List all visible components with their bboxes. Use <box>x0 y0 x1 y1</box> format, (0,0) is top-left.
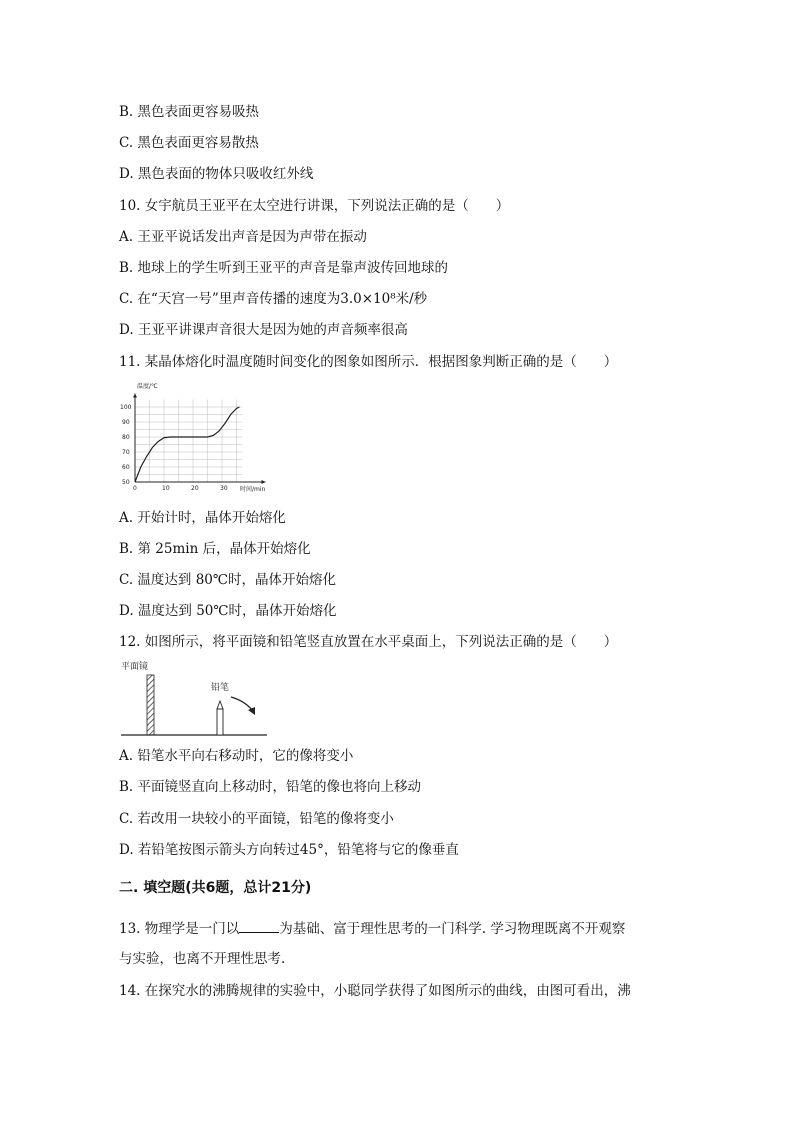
q10-option-a: A. 王亚平说话发出声音是因为声带在振动 <box>119 229 367 245</box>
q10-stem: 10. 女宇航员王亚平在太空进行讲课，下列说法正确的是（ ） <box>119 198 510 214</box>
y-tick-label: 90 <box>122 419 130 426</box>
y-tick-label: 50 <box>122 479 130 486</box>
x-tick-label: 20 <box>191 485 199 492</box>
y-tick-label: 80 <box>122 434 130 441</box>
x-tick-label: 10 <box>162 485 170 492</box>
q11-stem: 11. 某晶体熔化时温度随时间变化的图象如图所示．根据图象判断正确的是（ ） <box>119 354 618 370</box>
x-axis-arrow-icon <box>262 480 266 484</box>
mirror-pencil-figure <box>119 657 269 739</box>
arrow-head-icon <box>248 707 255 715</box>
y-tick-label: 70 <box>122 449 130 456</box>
q10-option-d: D. 王亚平讲课声音很大是因为她的声音频率很高 <box>119 322 408 338</box>
q12-option-a: A. 铅笔水平向右移动时，它的像将变小 <box>119 748 354 764</box>
q11-option-d: D. 温度达到 50℃时，晶体开始熔化 <box>119 603 337 619</box>
pencil <box>217 701 223 735</box>
pencil-label: 铅笔 <box>211 683 230 693</box>
y-axis-arrow-icon <box>133 394 137 398</box>
q10-option-c: C. 在“天宫一号”里声音传播的速度为3.0×10⁸米/秒 <box>119 291 428 307</box>
q9-option-d: D. 黑色表面的物体只吸收红外线 <box>119 166 314 182</box>
y-axis-label: 温度/℃ <box>137 383 158 390</box>
q12-option-b: B. 平面镜竖直向上移动时，铅笔的像也将向上移动 <box>119 779 422 795</box>
plane-mirror <box>147 675 154 735</box>
q13-line2: 与实验，也离不开理性思考. <box>119 951 286 967</box>
rotation-arrow <box>231 697 253 711</box>
q11-option-c: C. 温度达到 80℃时，晶体开始熔化 <box>119 572 337 588</box>
q10-option-b: B. 地球上的学生听到王亚平的声音是靠声波传回地球的 <box>119 260 449 276</box>
q12-stem: 12. 如图所示，将平面镜和铅笔竖直放置在水平桌面上，下列说法正确的是（ ） <box>119 634 618 650</box>
q9-option-b: B. 黑色表面更容易吸热 <box>119 104 260 120</box>
section-title: 二. 填空题(共6题，总计21分) <box>119 880 312 896</box>
q14-stem: 14. 在探究水的沸腾规律的实验中，小聪同学获得了如图所示的曲线，由图可看出，沸 <box>119 983 631 999</box>
q13-text-part2: 为基础、富于理性思考的一门科学. 学习物理既离不开观察 <box>279 921 626 937</box>
q9-option-c: C. 黑色表面更容易散热 <box>119 135 259 151</box>
melting-graph <box>119 378 279 496</box>
q12-option-d: D. 若铅笔按图示箭头方向转过45°，铅笔将与它的像垂直 <box>119 842 459 858</box>
q11-option-b: B. 第 25min 后，晶体开始熔化 <box>119 541 311 557</box>
answer-blank[interactable] <box>239 919 279 933</box>
q13-line1 <box>119 919 625 938</box>
x-tick-label: 0 <box>133 485 137 492</box>
q11-option-a: A. 开始计时，晶体开始熔化 <box>119 510 286 526</box>
x-axis-label: 时间/min <box>240 486 266 493</box>
mirror-label: 平面镜 <box>121 662 149 672</box>
y-tick-label: 60 <box>122 464 130 471</box>
y-tick-label: 100 <box>120 404 132 411</box>
q12-option-c: C. 若改用一块较小的平面镜，铅笔的像将变小 <box>119 811 394 827</box>
x-tick-label: 30 <box>220 485 228 492</box>
q13-text-part1: 13. 物理学是一门以 <box>119 921 240 937</box>
